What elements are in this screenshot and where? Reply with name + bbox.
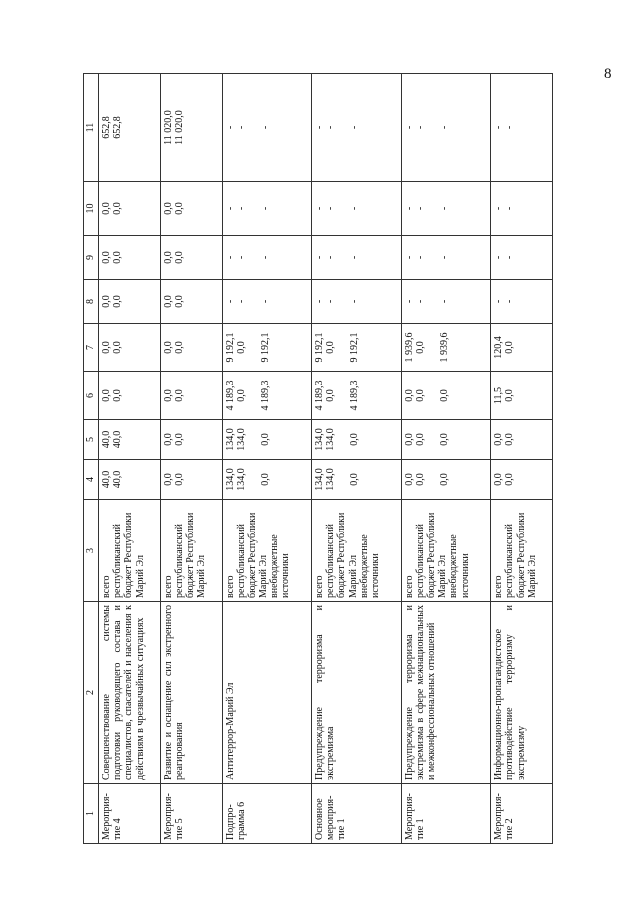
value-text: - bbox=[493, 255, 505, 260]
value-text: 134,0 bbox=[325, 428, 337, 451]
funding-source-label: республиканский бюджет Республики Марий Эл bbox=[414, 512, 449, 598]
value-text: - bbox=[325, 255, 337, 260]
spacer bbox=[247, 463, 260, 496]
spacer bbox=[247, 327, 260, 368]
value-cell bbox=[491, 280, 553, 324]
spacer bbox=[247, 77, 260, 178]
item-name-cell: Предупреждение терроризма и экстремизма в сфере межнациональных и межконфессиональных отношений bbox=[401, 602, 491, 784]
funding-source-label: республиканский бюджет Республики Марий Эл bbox=[504, 512, 538, 598]
value-text: 0,0 bbox=[403, 389, 415, 402]
value-text: 134,0 bbox=[224, 468, 236, 491]
item-id-cell: Мероприя-тие 2 bbox=[491, 784, 553, 844]
value-cell bbox=[222, 324, 312, 372]
value-text: - bbox=[403, 206, 415, 211]
value-text: - bbox=[224, 125, 236, 130]
value-text: - bbox=[403, 125, 415, 130]
value-text: 0,0 bbox=[414, 341, 426, 354]
value-text: 0,0 bbox=[173, 251, 185, 264]
column-header: 3 bbox=[84, 500, 99, 602]
value-cell bbox=[312, 420, 402, 460]
value-cell bbox=[491, 182, 553, 236]
spacer bbox=[426, 423, 439, 456]
value-cell bbox=[222, 236, 312, 280]
value-text: - bbox=[325, 299, 337, 304]
funding-source-label: республиканский бюджет Республики Марий Эл bbox=[325, 512, 359, 598]
spacer bbox=[426, 327, 439, 368]
value-cell bbox=[222, 460, 312, 500]
column-header: 11 bbox=[84, 74, 99, 182]
funding-source-label: всего bbox=[493, 575, 505, 598]
spacer bbox=[426, 463, 439, 496]
spacer bbox=[336, 77, 349, 178]
value-text: - bbox=[224, 299, 236, 304]
value-text: - bbox=[235, 125, 247, 130]
funding-source-label: внебюджетные источники bbox=[448, 534, 471, 598]
value-cell bbox=[401, 420, 491, 460]
value-text: 9 192,1 bbox=[349, 332, 361, 363]
value-text: 0,0 bbox=[101, 251, 112, 264]
value-text: 40,0 bbox=[112, 430, 124, 449]
item-id-cell: Мероприя-тие 4 bbox=[99, 784, 161, 844]
value-text: - bbox=[504, 125, 516, 130]
column-header: 4 bbox=[84, 460, 99, 500]
value-text: 0,0 bbox=[259, 433, 271, 446]
spacer bbox=[336, 283, 349, 320]
funding-source-label: республиканский бюджет Республики Марий Эл bbox=[112, 512, 146, 598]
funding-source-cell bbox=[99, 500, 161, 602]
value-text: 9 192,1 bbox=[314, 332, 326, 363]
value-cell bbox=[160, 182, 222, 236]
rotated-table-container bbox=[83, 74, 553, 844]
value-text: 0,0 bbox=[439, 389, 450, 402]
value-text: - bbox=[259, 206, 271, 211]
value-text: - bbox=[235, 255, 247, 260]
table-row bbox=[222, 74, 312, 844]
value-text: 652,8 bbox=[112, 116, 124, 139]
funding-source-label: всего bbox=[224, 575, 236, 598]
value-text: - bbox=[259, 299, 271, 304]
value-text: - bbox=[314, 299, 326, 304]
value-text: 0,0 bbox=[173, 389, 185, 402]
value-text: 4 189,3 bbox=[314, 380, 326, 411]
value-text: - bbox=[414, 125, 426, 130]
value-text: 4 189,3 bbox=[224, 380, 236, 411]
value-text: 40,0 bbox=[112, 470, 124, 489]
value-text: - bbox=[439, 299, 450, 304]
value-cell bbox=[99, 460, 161, 500]
value-cell bbox=[222, 74, 312, 182]
value-text: 0,0 bbox=[112, 341, 124, 354]
value-text: - bbox=[493, 299, 505, 304]
value-text: 0,0 bbox=[101, 389, 112, 402]
value-text: 0,0 bbox=[235, 389, 247, 402]
spacer bbox=[336, 423, 349, 456]
value-text: - bbox=[259, 125, 271, 130]
item-id-cell: Подпро-грамма 6 bbox=[222, 784, 312, 844]
value-cell bbox=[312, 324, 402, 372]
value-text: 0,0 bbox=[162, 473, 174, 486]
funding-source-cell bbox=[312, 500, 402, 602]
value-text: 40,0 bbox=[101, 470, 112, 489]
spacer bbox=[336, 463, 349, 496]
value-text: 9 192,1 bbox=[259, 332, 271, 363]
value-text: - bbox=[314, 125, 326, 130]
value-text: 0,0 bbox=[162, 202, 174, 215]
value-text: - bbox=[414, 206, 426, 211]
spacer bbox=[336, 327, 349, 368]
value-text: 0,0 bbox=[504, 473, 516, 486]
funding-source-label: всего bbox=[162, 575, 174, 598]
column-header: 9 bbox=[84, 236, 99, 280]
value-text: 0,0 bbox=[325, 341, 337, 354]
value-cell bbox=[99, 372, 161, 420]
value-text: 0,0 bbox=[173, 473, 185, 486]
value-text: - bbox=[349, 299, 361, 304]
value-text: 0,0 bbox=[439, 473, 450, 486]
value-text: 134,0 bbox=[224, 428, 236, 451]
value-text: 0,0 bbox=[101, 202, 112, 215]
column-header: 2 bbox=[84, 602, 99, 784]
value-text: 0,0 bbox=[162, 251, 174, 264]
value-cell bbox=[491, 420, 553, 460]
value-text: 120,4 bbox=[493, 336, 505, 359]
value-cell bbox=[312, 182, 402, 236]
value-text: 0,0 bbox=[325, 389, 337, 402]
value-text: - bbox=[349, 255, 361, 260]
funding-source-label: республиканский бюджет Республики Марий Эл bbox=[173, 512, 208, 598]
value-cell bbox=[222, 280, 312, 324]
value-cell bbox=[99, 280, 161, 324]
value-text: 652,8 bbox=[101, 116, 112, 139]
value-cell bbox=[401, 74, 491, 182]
item-name-cell: Антитеррор-Марий Эл bbox=[222, 602, 312, 784]
funding-source-label: республиканский бюджет Республики Марий Эл bbox=[235, 512, 270, 598]
value-text: 0,0 bbox=[112, 295, 124, 308]
value-text: 40,0 bbox=[101, 430, 112, 449]
spacer bbox=[247, 239, 260, 276]
table-row bbox=[312, 74, 402, 844]
value-cell bbox=[99, 74, 161, 182]
value-cell bbox=[491, 236, 553, 280]
value-cell bbox=[312, 74, 402, 182]
value-text: - bbox=[414, 255, 426, 260]
value-text: - bbox=[259, 255, 271, 260]
value-text: 134,0 bbox=[314, 468, 326, 491]
page-number: 8 bbox=[604, 66, 612, 82]
column-header: 10 bbox=[84, 182, 99, 236]
value-text: 0,0 bbox=[403, 433, 415, 446]
value-text: 0,0 bbox=[403, 473, 415, 486]
value-cell bbox=[491, 74, 553, 182]
value-text: 134,0 bbox=[235, 468, 247, 491]
value-text: - bbox=[314, 255, 326, 260]
value-cell bbox=[160, 236, 222, 280]
item-id-cell: Мероприя-тие 1 bbox=[401, 784, 491, 844]
value-text: 1 939,6 bbox=[403, 332, 415, 363]
table-row bbox=[160, 74, 222, 844]
funding-source-label: всего bbox=[101, 575, 112, 598]
value-text: - bbox=[493, 206, 505, 211]
value-cell bbox=[312, 280, 402, 324]
value-text: 0,0 bbox=[173, 202, 185, 215]
value-text: 134,0 bbox=[235, 428, 247, 451]
value-text: 0,0 bbox=[162, 341, 174, 354]
value-cell bbox=[491, 372, 553, 420]
value-text: 0,0 bbox=[112, 202, 124, 215]
value-cell bbox=[99, 182, 161, 236]
spacer bbox=[426, 239, 439, 276]
value-cell bbox=[99, 324, 161, 372]
spacer bbox=[426, 375, 439, 416]
funding-source-cell bbox=[401, 500, 491, 602]
column-header: 8 bbox=[84, 280, 99, 324]
value-text: - bbox=[314, 206, 326, 211]
value-text: 0,0 bbox=[112, 251, 124, 264]
value-cell bbox=[222, 372, 312, 420]
value-cell bbox=[401, 324, 491, 372]
column-header: 6 bbox=[84, 372, 99, 420]
spacer bbox=[336, 185, 349, 232]
value-text: 4 189,3 bbox=[259, 380, 271, 411]
value-cell bbox=[160, 460, 222, 500]
column-header: 5 bbox=[84, 420, 99, 460]
item-name-cell: Совершенствование системы подготовки руководящего состава и специалистов, спасателей и населения к действиям в чрезвычайных ситуациях bbox=[99, 602, 161, 784]
value-text: 0,0 bbox=[439, 433, 450, 446]
value-text: - bbox=[325, 206, 337, 211]
value-text: - bbox=[235, 206, 247, 211]
item-id-cell: Мероприя-тие 5 bbox=[160, 784, 222, 844]
funding-source-cell bbox=[160, 500, 222, 602]
value-text: - bbox=[349, 125, 361, 130]
spacer bbox=[426, 185, 439, 232]
value-text: 0,0 bbox=[493, 473, 505, 486]
value-cell bbox=[99, 420, 161, 460]
funding-source-label: внебюджетные источники bbox=[269, 534, 292, 598]
value-text: - bbox=[504, 255, 516, 260]
value-text: 0,0 bbox=[173, 433, 185, 446]
spacer bbox=[247, 375, 260, 416]
value-text: 0,0 bbox=[101, 295, 112, 308]
value-text: 0,0 bbox=[504, 433, 516, 446]
value-cell bbox=[401, 182, 491, 236]
value-text: - bbox=[235, 299, 247, 304]
spacer bbox=[247, 283, 260, 320]
funding-source-label: внебюджетные источники bbox=[358, 534, 382, 598]
value-text: 0,0 bbox=[112, 389, 124, 402]
value-text: - bbox=[349, 206, 361, 211]
table-row bbox=[491, 74, 553, 844]
column-header: 1 bbox=[84, 784, 99, 844]
value-text: - bbox=[403, 299, 415, 304]
value-cell bbox=[312, 236, 402, 280]
funding-source-label: всего bbox=[314, 575, 326, 598]
value-text: 11,5 bbox=[493, 386, 505, 405]
value-text: 0,0 bbox=[504, 341, 516, 354]
value-text: 0,0 bbox=[235, 341, 247, 354]
value-cell bbox=[401, 372, 491, 420]
value-text: 134,0 bbox=[314, 428, 326, 451]
table-row bbox=[401, 74, 491, 844]
funding-source-cell bbox=[491, 500, 553, 602]
value-cell bbox=[401, 280, 491, 324]
value-text: 0,0 bbox=[259, 473, 271, 486]
value-text: - bbox=[224, 206, 236, 211]
value-text: 0,0 bbox=[173, 341, 185, 354]
spacer bbox=[336, 375, 349, 416]
value-text: 134,0 bbox=[325, 468, 337, 491]
value-cell bbox=[491, 324, 553, 372]
funding-source-cell bbox=[222, 500, 312, 602]
spacer bbox=[426, 283, 439, 320]
value-text: 1 939,6 bbox=[439, 332, 450, 363]
item-id-cell: Основное мероприя-тие 1 bbox=[312, 784, 402, 844]
value-cell bbox=[160, 420, 222, 460]
item-name-cell: Развитие и оснащение сил экстренного реагирования bbox=[160, 602, 222, 784]
value-cell bbox=[401, 236, 491, 280]
value-text: - bbox=[504, 206, 516, 211]
value-cell bbox=[160, 74, 222, 182]
value-text: 0,0 bbox=[162, 295, 174, 308]
item-name-cell: Предупреждение терроризма и экстремизма bbox=[312, 602, 402, 784]
value-text: 0,0 bbox=[349, 473, 361, 486]
value-text: - bbox=[414, 299, 426, 304]
item-name-cell: Информационно-пропагандистское противодействие терроризму и экстремизму bbox=[491, 602, 553, 784]
spacer bbox=[247, 185, 260, 232]
value-text: - bbox=[325, 125, 337, 130]
value-cell bbox=[160, 372, 222, 420]
value-text: 11 020,0 bbox=[173, 110, 185, 145]
header-row bbox=[84, 74, 99, 844]
value-cell bbox=[312, 460, 402, 500]
value-cell bbox=[491, 460, 553, 500]
value-text: 0,0 bbox=[162, 433, 174, 446]
spacer bbox=[247, 423, 260, 456]
value-cell bbox=[99, 236, 161, 280]
value-text: - bbox=[493, 125, 505, 130]
value-text: 11 020,0 bbox=[162, 110, 174, 145]
value-text: 4 189,3 bbox=[349, 380, 361, 411]
value-cell bbox=[312, 372, 402, 420]
value-text: 0,0 bbox=[101, 341, 112, 354]
value-cell bbox=[222, 182, 312, 236]
value-text: - bbox=[439, 125, 450, 130]
budget-table bbox=[83, 73, 553, 844]
value-text: 0,0 bbox=[414, 389, 426, 402]
value-text: - bbox=[439, 206, 450, 211]
funding-source-label: всего bbox=[403, 575, 415, 598]
value-text: 0,0 bbox=[162, 389, 174, 402]
value-text: 0,0 bbox=[504, 389, 516, 402]
value-text: 0,0 bbox=[493, 433, 505, 446]
value-cell bbox=[160, 324, 222, 372]
value-text: 0,0 bbox=[349, 433, 361, 446]
value-text: 0,0 bbox=[173, 295, 185, 308]
value-cell bbox=[401, 460, 491, 500]
value-text: 0,0 bbox=[414, 473, 426, 486]
value-text: 0,0 bbox=[414, 433, 426, 446]
value-cell bbox=[222, 420, 312, 460]
table-row bbox=[99, 74, 161, 844]
value-text: - bbox=[439, 255, 450, 260]
column-header: 7 bbox=[84, 324, 99, 372]
value-text: 9 192,1 bbox=[224, 332, 236, 363]
value-text: - bbox=[224, 255, 236, 260]
value-text: - bbox=[504, 299, 516, 304]
spacer bbox=[336, 239, 349, 276]
value-text: - bbox=[403, 255, 415, 260]
spacer bbox=[426, 77, 439, 178]
value-cell bbox=[160, 280, 222, 324]
